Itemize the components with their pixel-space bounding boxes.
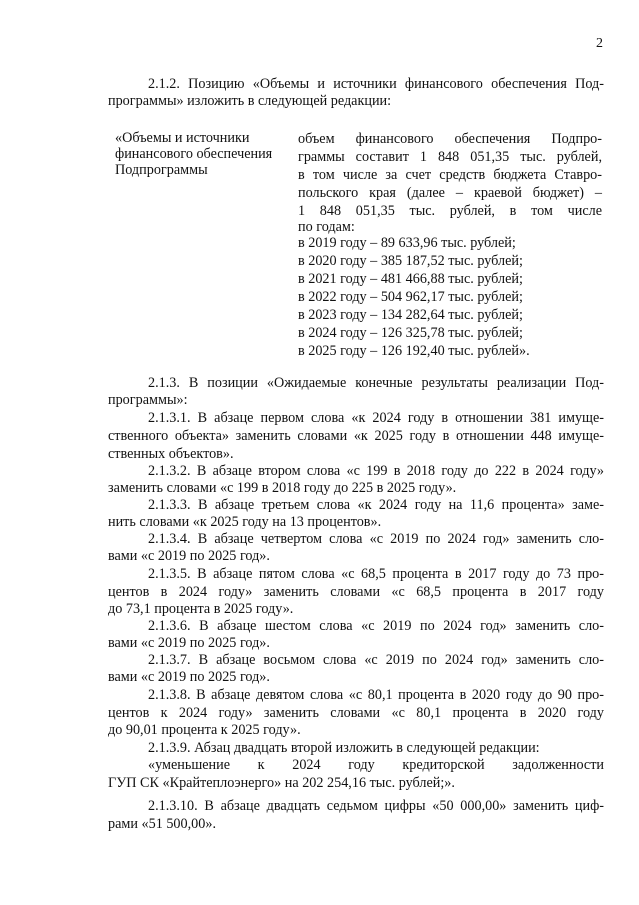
intro-line: 2.1.2. Позицию «Объемы и источники финансового обеспечения Под-: [148, 76, 604, 92]
body-line: рами «51 500,00».: [108, 816, 216, 832]
table-year-line: в 2025 году – 126 192,40 тыс. рублей».: [298, 343, 530, 359]
table-right-line: польского края (далее – краевой бюджет) –: [298, 185, 602, 201]
intro-line: программы» изложить в следующей редакции:: [108, 93, 392, 109]
body-line: 2.1.3.9. Абзац двадцать второй изложить в следующей редакции:: [148, 740, 540, 756]
body-line: 2.1.3.6. В абзаце шестом слова «с 2019 по 2024 год» заменить сло-: [148, 618, 604, 634]
body-line: 2.1.3.5. В абзаце пятом слова «с 68,5 процента в 2017 году до 73 про-: [148, 566, 604, 582]
body-line: заменить словами «с 199 в 2018 году до 225 в 2025 году».: [108, 480, 457, 496]
table-right-line: в том числе за счет средств бюджета Ставро-: [298, 167, 602, 183]
body-line: ственного объекта» заменить словами «к 2025 году в отношении 448 имуще-: [108, 428, 604, 444]
page-number: 2: [596, 36, 603, 51]
table-year-line: в 2022 году – 504 962,17 тыс. рублей;: [298, 289, 523, 305]
table-right-line: граммы составит 1 848 051,35 тыс. рублей,: [298, 149, 602, 165]
table-left-line: финансового обеспечения: [115, 146, 273, 163]
table-left-line: «Объемы и источники: [115, 130, 250, 146]
table-right-line: 1 848 051,35 тыс. рублей, в том числе: [298, 203, 602, 219]
table-left-cell: [115, 130, 295, 179]
table-year-line: в 2019 году – 89 633,96 тыс. рублей;: [298, 235, 516, 251]
body-line: 2.1.3.3. В абзаце третьем слова «к 2024 году на 11,6 процента» заме-: [148, 497, 604, 513]
body-line: 2.1.3.8. В абзаце девятом слова «с 80,1 процента в 2020 году до 90 про-: [148, 687, 604, 703]
body-line: ственных объектов».: [108, 446, 234, 462]
body-line: нить словами «к 2025 году на 13 процентов».: [108, 514, 382, 530]
body-line: до 90,01 процента к 2025 году».: [108, 722, 301, 738]
body-line: вами «с 2019 по 2025 год».: [108, 635, 270, 651]
table-year-line: в 2023 году – 134 282,64 тыс. рублей;: [298, 307, 523, 323]
table-left-line: Подпрограммы: [115, 162, 208, 179]
table-right-line: по годам:: [298, 219, 355, 235]
body-line: 2.1.3.10. В абзаце двадцать седьмом цифры «50 000,00» заменить циф-: [148, 798, 604, 814]
table-year-line: в 2021 году – 481 466,88 тыс. рублей;: [298, 271, 523, 287]
body-line: центов к 2024 году» заменить словами «с 80,1 процента в 2020 году: [108, 705, 604, 721]
body-line: центов в 2024 году» заменить словами «с 68,5 процента в 2017 году: [108, 584, 604, 600]
body-line: программы»:: [108, 392, 188, 408]
body-line: 2.1.3.4. В абзаце четвертом слова «с 2019 по 2024 год» заменить сло-: [148, 531, 604, 547]
body-line: 2.1.3.1. В абзаце первом слова «к 2024 году в отношении 381 имуще-: [148, 410, 604, 426]
table-year-line: в 2020 году – 385 187,52 тыс. рублей;: [298, 253, 523, 269]
body-line: 2.1.3.7. В абзаце восьмом слова «с 2019 по 2024 год» заменить сло-: [148, 652, 604, 668]
body-line: вами «с 2019 по 2025 год».: [108, 669, 270, 685]
body-line: 2.1.3.2. В абзаце втором слова «с 199 в 2018 году до 222 в 2024 году»: [148, 463, 604, 479]
body-line: вами «с 2019 по 2025 год».: [108, 548, 270, 564]
table-year-line: в 2024 году – 126 325,78 тыс. рублей;: [298, 325, 523, 341]
body-line: до 73,1 процента в 2025 году».: [108, 601, 294, 617]
table-right-cell: [298, 130, 602, 360]
body-line: «уменьшение к 2024 году кредиторской задолженности: [148, 757, 604, 773]
body-line: 2.1.3. В позиции «Ожидаемые конечные результаты реализации Под-: [148, 375, 604, 391]
body-line: ГУП СК «Крайтеплоэнерго» на 202 254,16 тыс. рублей;».: [108, 775, 455, 791]
table-right-line: объем финансового обеспечения Подпро-: [298, 131, 602, 147]
